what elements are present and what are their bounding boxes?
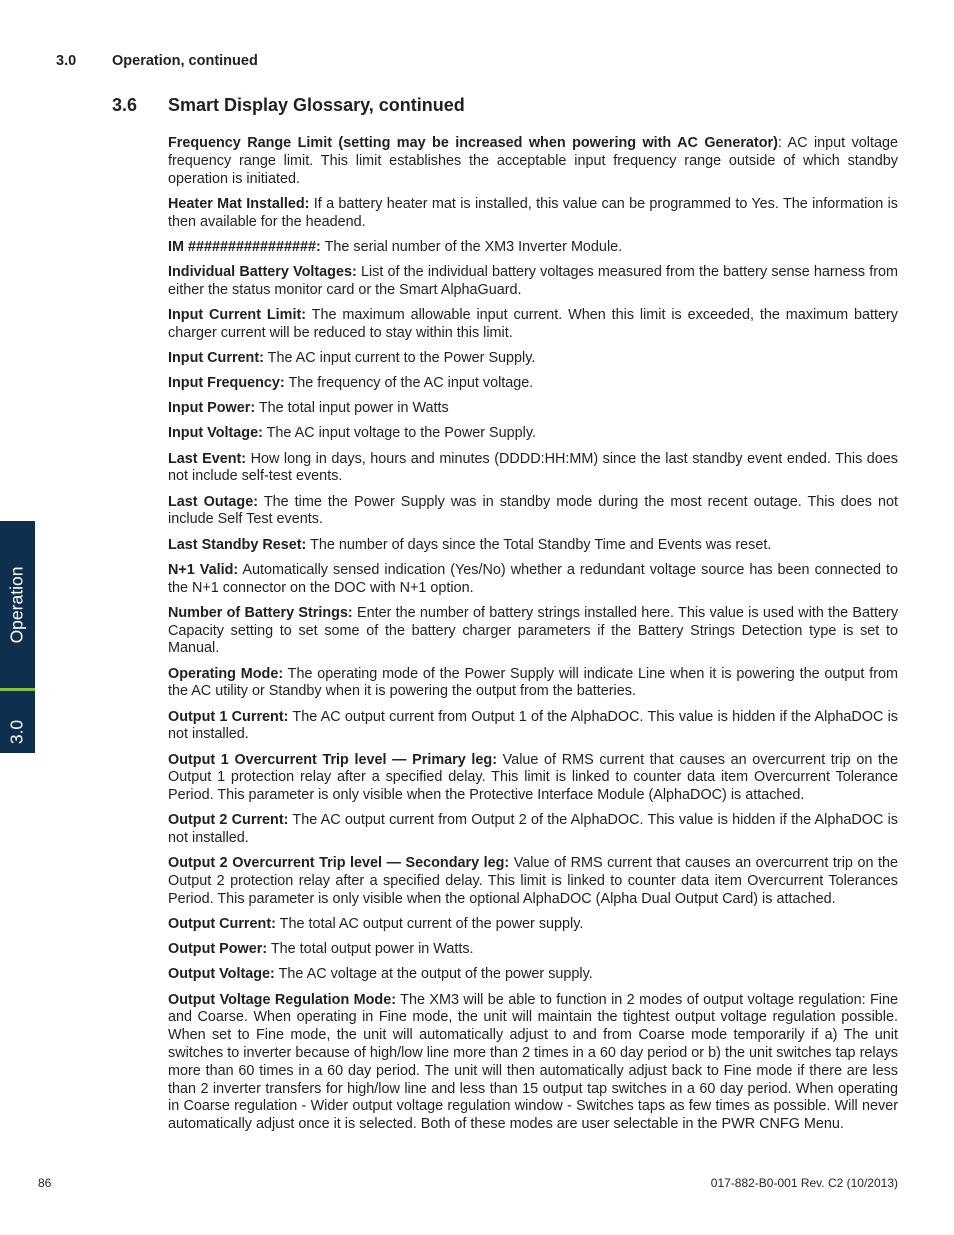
glossary-entry: [168, 855, 898, 908]
glossary-definition: The number of days since the Total Standby Time and Events was reset.: [310, 536, 772, 553]
glossary-definition: The operating mode of the Power Supply will indicate Line when it is powering the output from the AC utility or Standby when it is powering the output from the batteries.: [168, 665, 898, 700]
glossary-term: Frequency Range Limit (setting may be increased when powering with AC Generator): [168, 135, 778, 151]
glossary-term: Heater Mat Installed:: [168, 195, 310, 212]
glossary-definition: The AC input voltage to the Power Supply.: [266, 425, 536, 442]
glossary-term: Output Power:: [168, 941, 268, 958]
glossary-term: Output Voltage Regulation Mode:: [168, 991, 397, 1008]
glossary-term: Output 1 Current:: [168, 708, 289, 725]
glossary-term: N+1 Valid:: [168, 561, 239, 578]
section-heading: [112, 95, 465, 116]
glossary-entry: [168, 400, 898, 418]
glossary-entry: [168, 537, 898, 555]
glossary-term: Last Standby Reset:: [168, 536, 307, 553]
glossary-definition: The time the Power Supply was in standby mode during the most recent outage. This does not include Self Test events.: [168, 493, 898, 528]
glossary-definition: The AC output current from Output 1 of the AlphaDOC. This value is hidden if the AlphaDOC is not installed.: [168, 708, 898, 743]
glossary-term: Individual Battery Voltages:: [168, 263, 357, 280]
glossary-entry: [168, 307, 898, 343]
glossary-term: Input Frequency:: [168, 375, 285, 392]
glossary-entries: [168, 135, 898, 1141]
glossary-term: Last Event:: [168, 450, 247, 467]
glossary-definition: Automatically sensed indication (Yes/No) whether a redundant voltage source has been connected to the N+1 connector on the DOC with N+1 option.: [168, 561, 898, 596]
glossary-definition: The AC input current to the Power Supply.: [267, 349, 536, 366]
side-tab: [0, 521, 35, 753]
running-header: [56, 53, 258, 69]
glossary-definition: The AC output current from Output 2 of the AlphaDOC. This value is hidden if the AlphaDOC is not installed.: [168, 812, 898, 847]
glossary-definition: How long in days, hours and minutes (DDDD:HH:MM) since the last standby event ended. This does not include self-test events.: [168, 450, 899, 485]
glossary-definition: Value of RMS current that causes an overcurrent trip on the Output 1 protection relay after a specified delay. This limit is linked to counter data item Overcurrent Tolerance Period. This parameter is only visible when the Protective Interface Module (AlphaDOC) is attached.: [168, 751, 898, 804]
running-header-number: 3.0: [56, 53, 77, 69]
glossary-entry: [168, 916, 898, 934]
glossary-entry: [168, 264, 898, 300]
glossary-term: Output 2 Current:: [168, 812, 289, 829]
glossary-term: Input Current Limit:: [168, 306, 307, 323]
section-heading-title: Smart Display Glossary, continued: [168, 95, 465, 115]
glossary-term: Output 1 Overcurrent Trip level — Primary leg:: [168, 751, 498, 768]
glossary-entry: [168, 562, 898, 598]
running-header-title: Operation, continued: [112, 53, 258, 69]
glossary-entry: [168, 812, 898, 848]
glossary-term: Output 2 Overcurrent Trip level — Secondary leg:: [168, 855, 510, 872]
glossary-entry: [168, 941, 898, 959]
side-tab-number: 3.0: [6, 719, 27, 745]
section-heading-number: 3.6: [112, 95, 138, 115]
glossary-term: Input Current:: [168, 349, 264, 366]
glossary-definition: The XM3 will be able to function in 2 modes of output voltage regulation: Fine and Coarse. When operating in Fine mode, the unit will maintain the tightest output voltage regulation possible. When set to Fine mode, the unit will automatically adjust to and from Coarse mode temporarily if a) The unit switches to inverter because of high/low line more than 2 times in a 60 day period or b) the unit switches tap relays more than 60 times in a 60 day period. The unit will then automatically adjust back to Fine mode if there are less than 2 inverter transfers for high/low line and less than 15 output tap switches in a 60 day period. When operating in Coarse regulation - Wider output voltage regulation window - Switches taps as few times as possible. Will never automatically adjust once it is selected. Both of these modes are user selectable in the PWR CNFG Menu.: [168, 991, 898, 1133]
glossary-entry: [168, 992, 898, 1134]
glossary-definition: The frequency of the AC input voltage.: [288, 375, 534, 392]
glossary-entry: [168, 709, 898, 745]
glossary-entry: [168, 425, 898, 443]
glossary-definition: The AC voltage at the output of the power supply.: [278, 966, 593, 983]
glossary-entry: [168, 135, 898, 188]
glossary-entry: [168, 451, 898, 487]
glossary-definition: The total input power in Watts: [258, 400, 449, 417]
glossary-entry: [168, 350, 898, 368]
glossary-term: Input Voltage:: [168, 425, 263, 442]
glossary-entry: [168, 666, 898, 702]
glossary-term: Last Outage:: [168, 493, 259, 510]
glossary-definition: The maximum allowable input current. When this limit is exceeded, the maximum battery charger current will be reduced to stay within this limit.: [168, 306, 899, 341]
glossary-entry: [168, 752, 898, 805]
side-tab-title: Operation: [6, 566, 27, 644]
glossary-term: Output Voltage:: [168, 966, 275, 983]
glossary-entry: [168, 494, 898, 530]
glossary-entry: [168, 375, 898, 393]
glossary-entry: [168, 966, 898, 984]
glossary-term: IM ################:: [168, 238, 321, 255]
side-tab-accent-bar: [0, 688, 35, 691]
document-number: 017-882-B0-001 Rev. C2 (10/2013): [710, 1176, 898, 1190]
glossary-term: Operating Mode:: [168, 665, 284, 682]
page-number: 86: [38, 1176, 52, 1190]
glossary-term: Input Power:: [168, 400, 256, 417]
glossary-definition: AC input voltage frequency range limit. This limit establishes the acceptable input frequency range outside of which standby operation is initiated.: [168, 135, 898, 187]
glossary-definition: List of the individual battery voltages measured from the battery sense harness from either the status monitor card or the Smart AlphaGuard.: [168, 263, 899, 298]
glossary-definition: Enter the number of battery strings installed here. This value is used with the Battery Capacity setting to set some of the battery charger parameters if the Battery Strings Detection type is set to Manual.: [168, 604, 899, 657]
glossary-definition: If a battery heater mat is installed, this value can be programmed to Yes. The information is then available for the headend.: [168, 195, 898, 230]
glossary-entry: [168, 605, 898, 658]
glossary-definition: The serial number of the XM3 Inverter Module.: [324, 238, 623, 255]
glossary-separator: :: [777, 135, 788, 151]
glossary-definition: The total AC output current of the power supply.: [279, 916, 584, 933]
glossary-term: Output Current:: [168, 916, 276, 933]
glossary-entry: [168, 196, 898, 232]
glossary-entry: [168, 239, 898, 257]
glossary-definition: The total output power in Watts.: [270, 941, 474, 958]
glossary-definition: Value of RMS current that causes an overcurrent trip on the Output 2 protection relay after a specified delay. This limit is linked to counter data item Overcurrent Tolerances Period. This parameter is only visible when the optional AlphaDOC (Alpha Dual Output Card) is attached.: [168, 855, 898, 907]
glossary-term: Number of Battery Strings:: [168, 604, 353, 621]
